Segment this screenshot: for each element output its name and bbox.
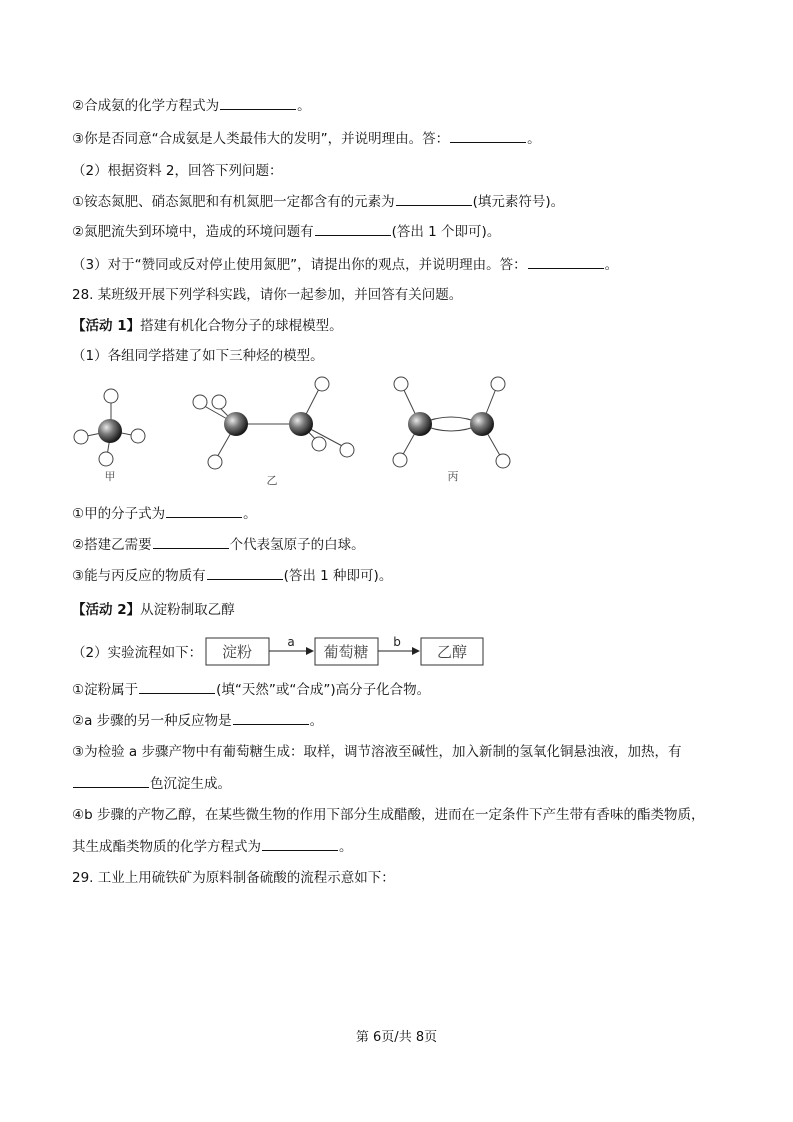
answer-blank[interactable] (450, 130, 526, 143)
question-text-tail: 色沉淀生成。 (150, 776, 231, 792)
line-glucose-test: ③为检验 a 步骤产物中有葡萄糖生成：取样，调节溶液至碱性，加入新制的氢氧化铜悬浊液，加热，有 (72, 744, 682, 760)
flow-diagram (205, 633, 490, 669)
line-bing-react (72, 567, 392, 585)
model-jia (74, 389, 145, 483)
line-subq1: （1）各组同学搭建了如下三种烃的模型。 (72, 348, 324, 364)
ball-stick-models (66, 372, 526, 490)
question-text: ①铵态氮肥、硝态氮肥和有机氮肥一定都含有的元素为 (72, 194, 395, 210)
question-text-tail: 。 (527, 131, 541, 147)
carbon-ball (224, 412, 248, 436)
flow-box-starch-label: 淀粉 (221, 643, 253, 661)
line-ester-equation (72, 838, 353, 856)
question-text-tail: 。 (243, 506, 257, 522)
question-text-tail: (答出 1 种即可)。 (283, 568, 393, 584)
line-env (72, 223, 500, 241)
question-text-tail: 个代表氢原子的白球。 (229, 537, 365, 553)
line-q28: 28. 某班级开展下列学科实践，请你一起参加，并回答有关问题。 (72, 287, 463, 303)
page-footer: 第 6页/共 8页 (355, 1030, 438, 1045)
label-yi: 乙 (266, 474, 278, 487)
line-q3 (72, 130, 541, 148)
carbon-ball (98, 419, 122, 443)
line-q2 (72, 97, 311, 115)
question-text-tail: 。 (309, 713, 324, 729)
answer-blank[interactable] (220, 97, 296, 110)
model-bing (393, 377, 510, 483)
answer-blank[interactable] (153, 536, 229, 549)
question-text-tail: 。 (339, 839, 353, 855)
question-text: ①甲的分子式为 (72, 506, 166, 522)
carbon-ball (408, 412, 432, 436)
flow-box-ethanol-label: 乙醇 (436, 643, 468, 661)
activity-text: 从淀粉制取乙醇 (140, 602, 235, 618)
line-flow-intro: （2）实验流程如下： (72, 645, 203, 661)
question-text-tail: (填元素符号)。 (472, 194, 565, 210)
answer-blank[interactable] (73, 775, 149, 788)
answer-blank[interactable] (207, 567, 283, 580)
question-text: ③能与丙反应的物质有 (72, 568, 206, 584)
model-yi (193, 377, 354, 487)
activity-text: 搭建有机化合物分子的球棍模型。 (140, 318, 343, 334)
line-starch-type (72, 681, 430, 699)
line-yi-hydrogen (72, 536, 365, 554)
flow-arrow-b-label: b (393, 635, 401, 649)
question-text: ②a 步骤的另一种反应物是 (72, 713, 232, 729)
question-text: （3）对于“赞同或反对停止使用氮肥”，请提出你的观点，并说明理由。答： (72, 257, 527, 273)
question-text: ②搭建乙需要 (72, 537, 152, 553)
question-text: ②氮肥流失到环境中，造成的环境问题有 (72, 224, 314, 240)
carbon-ball (470, 412, 494, 436)
question-text: ①淀粉属于 (72, 682, 139, 698)
question-text-tail: 。 (297, 98, 311, 114)
answer-blank[interactable] (396, 193, 472, 206)
activity-label: 【活动 1】 (72, 318, 141, 334)
answer-blank[interactable] (315, 223, 391, 236)
answer-blank[interactable] (262, 838, 338, 851)
flow-arrow-a-label: a (287, 635, 295, 649)
line-activity2 (72, 601, 235, 619)
line-subq2: （2）根据资料 2，回答下列问题： (72, 163, 283, 179)
line-subq3 (72, 256, 618, 274)
question-text: 其生成酯类物质的化学方程式为 (72, 839, 261, 855)
line-precipitate (72, 775, 231, 793)
label-jia: 甲 (104, 470, 116, 483)
line-element (72, 193, 564, 211)
activity-label: 【活动 2】 (72, 602, 141, 618)
carbon-ball (289, 412, 313, 436)
flow-box-glucose-label: 葡萄糖 (323, 643, 369, 661)
line-jia-formula (72, 505, 257, 523)
answer-blank[interactable] (528, 256, 604, 269)
line-activity1 (72, 317, 343, 335)
question-text: ②合成氨的化学方程式为 (72, 98, 220, 114)
answer-blank[interactable] (139, 681, 215, 694)
question-text: ③你是否同意“合成氨是人类最伟大的发明”，并说明理由。答： (72, 131, 450, 147)
label-bing: 丙 (447, 470, 459, 483)
line-reactant (72, 712, 323, 730)
question-text-tail: (答出 1 个即可)。 (391, 224, 501, 240)
answer-blank[interactable] (166, 505, 242, 518)
question-text-tail: (填“天然”或“合成”)高分子化合物。 (216, 682, 431, 698)
line-ester: ④b 步骤的产物乙醇，在某些微生物的作用下部分生成醋酸，进而在一定条件下产生带有香味的酯类物质， (72, 807, 705, 823)
question-text-tail: 。 (604, 257, 619, 273)
line-q29: 29. 工业上用硫铁矿为原料制备硫酸的流程示意如下： (72, 870, 395, 886)
answer-blank[interactable] (233, 712, 309, 725)
